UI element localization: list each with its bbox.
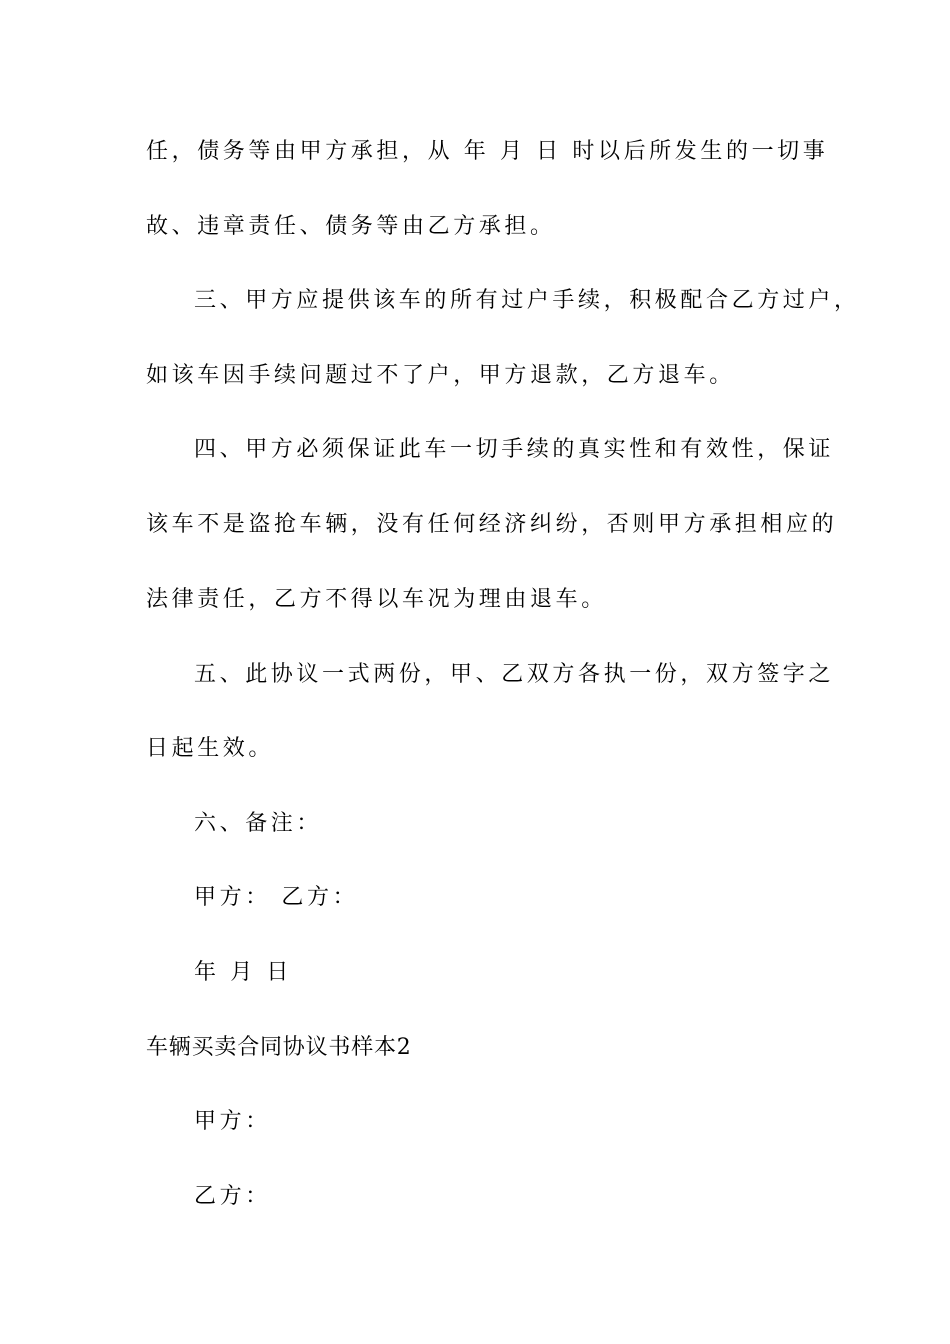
clause-4-line-2: 该车不是盗抢车辆，没有任何经济纠纷，否则甲方承担相应的 xyxy=(146,512,838,537)
clause-4-line-1: 四、甲方必须保证此车一切手续的真实性和有效性，保证 xyxy=(194,437,835,462)
clause-5-line-2: 日起生效。 xyxy=(146,736,275,761)
clause-4-line-3: 法律责任，乙方不得以车况为理由退车。 xyxy=(146,587,607,612)
clause-5-line-1: 五、此协议一式两份，甲、乙双方各执一份，双方签字之 xyxy=(194,662,835,687)
paragraph-2-line-2: 任，债务等由甲方承担，从 年 月 日 时以后所发生的一切事 xyxy=(146,139,829,164)
signature-date: 年 月 日 xyxy=(194,960,292,985)
signature-parties: 甲方： 乙方： xyxy=(194,885,359,910)
clause-6-remarks: 六、备注： xyxy=(194,811,323,836)
paragraph-2-line-3: 故、违章责任、债务等由乙方承担。 xyxy=(146,214,556,239)
clause-3-line-2: 如该车因手续问题过不了户，甲方退款，乙方退车。 xyxy=(146,363,735,388)
party-a-label: 甲方： xyxy=(194,1109,271,1134)
clause-3-line-1: 三、甲方应提供该车的所有过户手续，积极配合乙方过户， xyxy=(194,288,860,313)
party-b-label: 乙方： xyxy=(194,1184,271,1209)
sample-2-title: 车辆买卖合同协议书样本2 xyxy=(146,1035,412,1060)
